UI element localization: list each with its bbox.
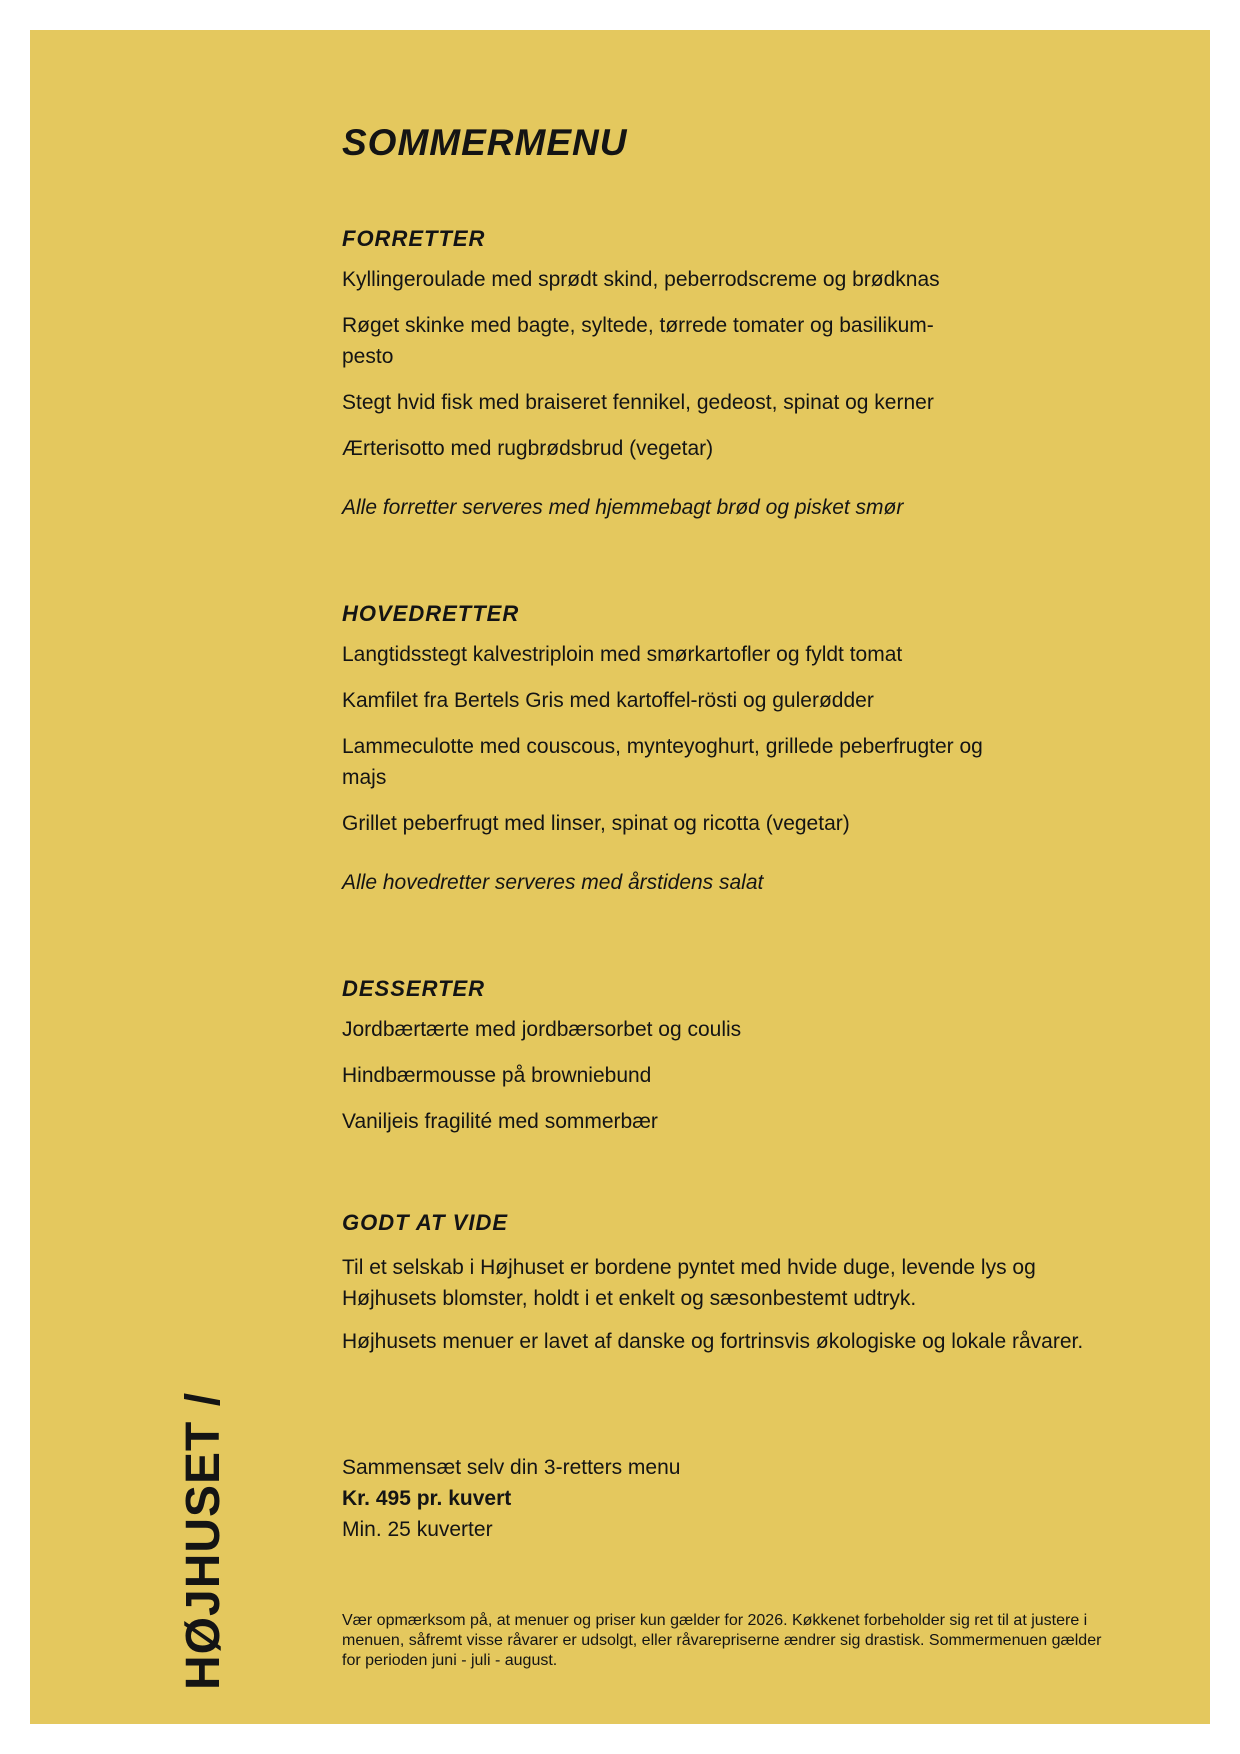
- menu-item: Stegt hvid fisk med braiseret fennikel, gedeost, spinat og kerner: [342, 391, 934, 414]
- section-heading: GODT AT VIDE: [342, 1210, 508, 1235]
- menu-item: Ærterisotto med rugbrødsbrud (vegetar): [342, 437, 714, 460]
- section-note: Alle hovedretter serveres med årstidens salat: [342, 871, 764, 894]
- menu-item: Kyllingeroulade med sprødt skind, peberrodscreme og brødknas: [342, 268, 940, 291]
- menu-item: Røget skinke med bagte, syltede, tørrede tomater og basilikum-pesto: [342, 314, 934, 368]
- pricing-price: Kr. 495 pr. kuvert: [342, 1487, 512, 1510]
- menu-item: Grillet peberfrugt med linser, spinat og ricotta (vegetar): [342, 812, 850, 835]
- section-heading: HOVEDRETTER: [342, 601, 520, 626]
- section-heading: DESSERTER: [342, 976, 486, 1001]
- section-hovedretter: [342, 603, 1102, 898]
- pricing-intro: Sammensæt selv din 3-retters menu: [342, 1456, 681, 1479]
- section-forretter: [342, 228, 1102, 523]
- menu-item: Lammeculotte med couscous, mynteyoghurt, grillede peberfrugter og majs: [342, 735, 983, 789]
- pricing-block: [342, 1452, 680, 1545]
- section-godt-at-vide: [342, 1212, 1102, 1369]
- menu-item: Kamfilet fra Bertels Gris med kartoffel-rösti og gulerødder: [342, 689, 874, 712]
- menu-sheet: [30, 30, 1210, 1724]
- info-paragraph: Højhusets menuer er lavet af danske og fortrinsvis økologiske og lokale råvarer.: [342, 1330, 1084, 1353]
- info-paragraph: Til et selskab i Højhuset er bordene pyntet med hvide duge, levende lys og Højhusets blomster, holdt i et enkelt og sæsonbestemt udtryk.: [342, 1256, 1036, 1310]
- section-desserter: [342, 978, 1102, 1152]
- menu-item: Hindbærmousse på browniebund: [342, 1064, 652, 1087]
- menu-item: Langtidsstegt kalvestriploin med smørkartofler og fyldt tomat: [342, 643, 903, 666]
- brand-logo: HØJHUSET /: [177, 1391, 230, 1690]
- pricing-minimum: Min. 25 kuverter: [342, 1518, 493, 1541]
- section-note: Alle forretter serveres med hjemmebagt brød og pisket smør: [342, 496, 904, 519]
- menu-title: SOMMERMENU: [342, 122, 628, 163]
- menu-item: Jordbærtærte med jordbærsorbet og coulis: [342, 1018, 742, 1041]
- section-heading: FORRETTER: [342, 226, 486, 251]
- menu-item: Vaniljeis fragilité med sommerbær: [342, 1110, 658, 1133]
- disclaimer-text: Vær opmærksom på, at menuer og priser kun gælder for 2026. Køkkenet forbeholder sig ret til at justere i menuen, såfremt visse råvarer er udsolgt, eller råvarepriserne ændrer sig drastisk. Sommermenuen gælder for perioden juni - juli - august.: [342, 1612, 1102, 1669]
